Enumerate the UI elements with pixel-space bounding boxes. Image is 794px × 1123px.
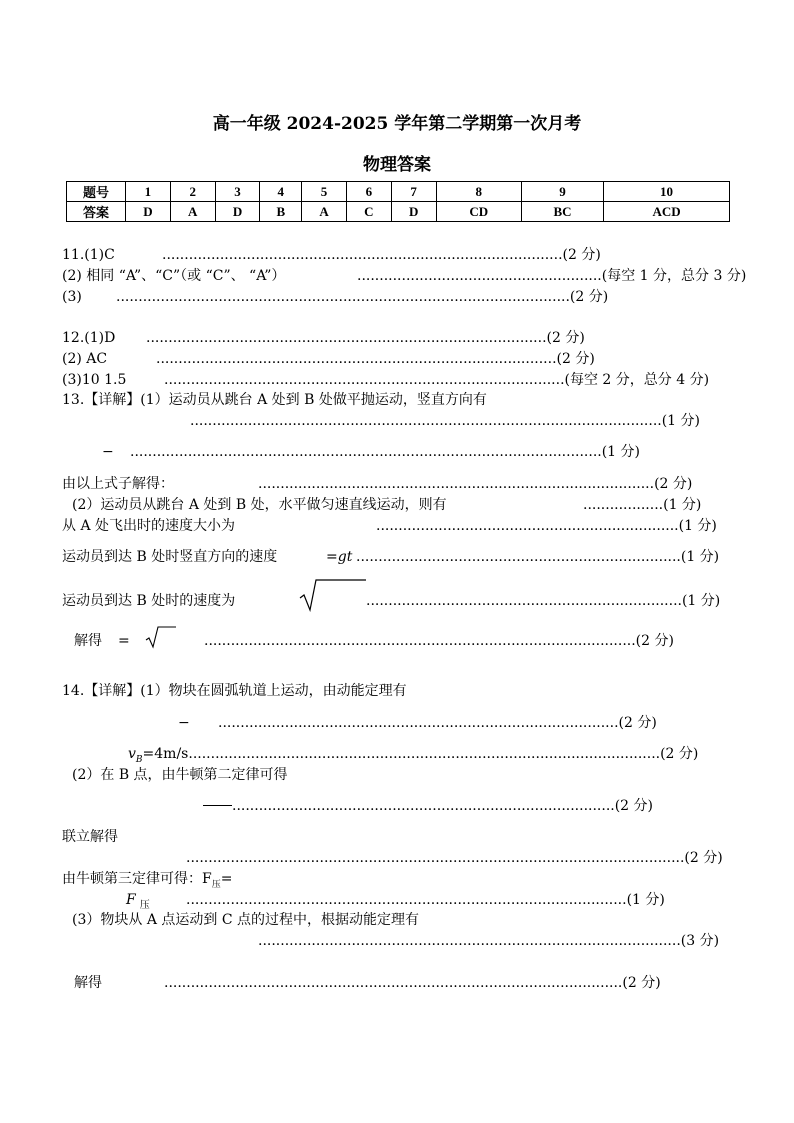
q13-final-label: 解得	[74, 633, 102, 649]
q13-part2-score: ..................(1 分)	[583, 497, 702, 513]
q11-line3-score: ......................................................................................................(2 分)	[116, 289, 609, 305]
q14-joint-score: ................................................................................................................(2 分)	[186, 850, 723, 866]
q14-f-subscript: 压	[139, 900, 150, 911]
page-title: 高一年级 2024-2025 学年第二学期第一次月考	[212, 114, 582, 134]
q13-solve-score: .........................................................................................(2 分)	[258, 476, 693, 492]
q13-fly-label: 从 A 处飞出时的速度大小为	[62, 518, 236, 534]
q13-final-eq: =	[118, 633, 130, 649]
q12-line2-score: ..........................................................................................(2 分)	[156, 351, 595, 367]
table-cell: 3	[215, 182, 260, 202]
q14-newton3-eq: =	[220, 871, 233, 887]
q14-part2-score: ......................................................................................(2 分)	[232, 798, 653, 814]
table-cell: 1	[126, 182, 171, 202]
q13-solve-label: 由以上式子解得：	[62, 476, 174, 492]
q14-vb-subscript: B	[135, 755, 143, 765]
q13-vy-score: .........................................................................(1 分)	[356, 549, 720, 565]
q14-final-label: 解得	[74, 975, 102, 991]
table-cell: BC	[521, 202, 603, 222]
q14-vb-line	[128, 746, 698, 764]
q14-dash: −	[178, 715, 190, 731]
q14-newton3	[62, 871, 232, 889]
table-header-label: 题号	[67, 182, 126, 202]
table-cell: A	[170, 202, 215, 222]
q14-score-a: ..........................................................................................(2 分)	[218, 715, 657, 731]
q13-part2: (2）运动员从跳台 A 处到 B 处，水平做匀速直线运动，则有	[72, 497, 447, 513]
table-cell: C	[346, 202, 391, 222]
q14-vb-score: ..........................................................................................................(2 分)	[188, 746, 699, 762]
q14-final-score: .......................................................................................................(2 分)	[164, 975, 661, 991]
q14-f-line	[126, 892, 150, 910]
table-cell: 8	[436, 182, 521, 202]
table-cell: 2	[170, 182, 215, 202]
table-cell: 4	[260, 182, 302, 202]
q13-heading: 13.【详解】(1）运动员从跳台 A 处到 B 处做平抛运动，竖直方向有	[62, 392, 487, 408]
sqrt-sign-icon	[298, 578, 368, 612]
table-row	[67, 182, 730, 202]
fraction-bar	[203, 805, 232, 806]
q11-line3: (3)	[62, 289, 82, 305]
q14-joint-label: 联立解得	[62, 829, 118, 845]
q14-part2: (2）在 B 点，由牛顿第二定律可得	[72, 767, 288, 783]
q13-vy-label: 运动员到达 B 处时竖直方向的速度	[62, 549, 278, 565]
q13-vb-label: 运动员到达 B 处时的速度为	[62, 593, 236, 609]
q12-line1-score: ..........................................................................................(2 分)	[146, 330, 585, 346]
q14-f-symbol: F	[126, 892, 136, 908]
q12-line3: (3)10 1.5	[62, 372, 127, 388]
q13-score-a: ..........................................................................................................(1 分)	[190, 413, 701, 429]
table-cell: 10	[604, 182, 730, 202]
table-cell: D	[391, 202, 436, 222]
page-subtitle: 物理答案	[363, 155, 431, 175]
q11-line2: (2) 相同 “A”、“C”（或 “C”、 “A”）	[62, 268, 286, 284]
table-cell: 7	[391, 182, 436, 202]
table-cell: ACD	[604, 202, 730, 222]
table-cell: CD	[436, 202, 521, 222]
answer-table	[66, 181, 730, 222]
q12-line2: (2) AC	[62, 351, 108, 367]
q14-vb-symbol: v	[128, 746, 136, 762]
table-answer-label: 答案	[67, 202, 126, 222]
q14-f-score: ...................................................................................................(1 分)	[186, 892, 665, 908]
q14-part3-score: ...............................................................................................(3 分)	[258, 933, 720, 949]
q14-newton3-text: 由牛顿第三定律可得：F	[62, 871, 212, 887]
q13-final-score: .................................................................................................(2 分)	[204, 633, 674, 649]
q13-vb-score: .......................................................................(1 分)	[366, 593, 721, 609]
q14-vb-value: =4m/s	[142, 746, 189, 762]
table-cell: 5	[302, 182, 347, 202]
q11-line2-score: .......................................................(每空 1 分，总分 3 分)	[357, 268, 747, 284]
q14-newton3-subscript: 压	[211, 880, 221, 890]
q12-line1: 12.(1)D	[62, 330, 116, 346]
table-cell: 6	[346, 182, 391, 202]
q13-score-b: ..........................................................................................................(1 分)	[130, 444, 641, 460]
table-cell: 9	[521, 182, 603, 202]
table-cell: D	[126, 202, 171, 222]
q13-fly-score: ....................................................................(1 分)	[376, 518, 717, 534]
table-cell: A	[302, 202, 347, 222]
sqrt-sign-icon	[144, 625, 178, 649]
table-row	[67, 202, 730, 222]
q14-part3: (3）物块从 A 点运动到 C 点的过程中，根据动能定理有	[72, 912, 419, 928]
q13-vy-expr: =gt	[326, 549, 353, 565]
q14-heading: 14.【详解】(1）物块在圆弧轨道上运动，由动能定理有	[62, 683, 407, 699]
q11-line1-score: ..........................................................................................(2 分)	[162, 247, 601, 263]
table-cell: B	[260, 202, 302, 222]
q13-dash: −	[102, 444, 114, 460]
q11-line1: 11.(1)C	[62, 247, 115, 263]
table-cell: D	[215, 202, 260, 222]
q12-line3-score: ..........................................................................................(每空 2 分，总分 4 分)	[164, 372, 710, 388]
